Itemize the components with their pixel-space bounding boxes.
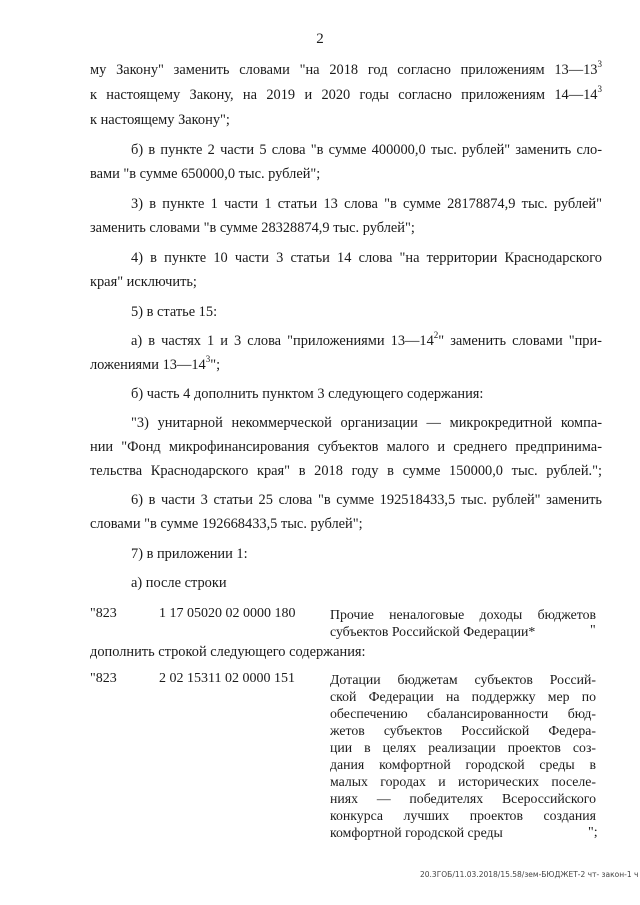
superscript: 3	[205, 354, 211, 365]
row-description-line: комфортной городской среды	[330, 825, 503, 840]
footer-note: 20.3ГОБ/11.03.2018/15.58/зем-БЮДЖЕТ-2 чт- закон-1 ч	[420, 870, 639, 879]
text-line: края" исключить;	[90, 274, 197, 290]
text-line: к настоящему Закону";	[90, 112, 230, 128]
row-description-line: Прочие неналоговые доходы бюджетов	[330, 607, 596, 622]
text-line: 3) в пункте 1 части 1 статьи 13 слова "в сумме 28178874,9 тыс. рублей"	[131, 196, 602, 212]
text-line: ложениями $13—14^3$";	[90, 354, 221, 373]
text-line: б) часть 4 дополнить пунктом 3 следующего содержания:	[131, 386, 484, 402]
text-line: б) в пункте 2 части 5 слова "в сумме 400000,0 тыс. рублей" заменить сло-	[131, 142, 602, 158]
text-line: 5) в статье 15:	[131, 304, 218, 320]
row-kbk: 2 02 15311 02 0000 151	[159, 671, 295, 686]
row-description-line: ниях — победителях Всероссийского	[330, 791, 596, 806]
row-description-line: дания комфортной городской среды в	[330, 757, 596, 772]
row-description-line: Дотации бюджетам субъектов Россий-	[330, 672, 596, 687]
row-description-line: конкурса лучших проектов создания	[330, 808, 596, 823]
text-line: заменить словами "в сумме 28328874,9 тыс. рублей";	[90, 220, 415, 236]
text-line: нии "Фонд микрофинансирования субъектов малого и среднего предпринима-	[90, 439, 602, 455]
row-description-line: обеспечению сбалансированности бюд-	[330, 706, 596, 721]
text-line: "3) унитарной некоммерческой организации — микрокредитной компа-	[131, 415, 602, 431]
superscript: 3	[597, 84, 602, 95]
text-line: а) в частях 1 и 3 слова "приложениями $13—14^2$" заменить словами "при-	[131, 330, 602, 349]
row-description-line: жетов субъектов Российской Федера-	[330, 723, 596, 738]
row-description-line: ции в целях реализации проектов соз-	[330, 740, 596, 755]
text-line: дополнить строкой следующего содержания:	[90, 644, 366, 660]
row-description-line: малых городах и исторических поселе-	[330, 774, 596, 789]
text-line: 6) в части 3 статьи 25 слова "в сумме 192518433,5 тыс. рублей" заменить	[131, 492, 602, 508]
row-kbk: 1 17 05020 02 0000 180	[159, 606, 296, 621]
row-end-quote: "	[590, 623, 596, 638]
row-code: "823	[90, 671, 117, 686]
text-line: тельства Краснодарского края" в 2018 году в сумме 150000,0 тыс. рублей.";	[90, 463, 602, 479]
row-description-line: ской Федерации на поддержку мер по	[330, 689, 596, 704]
text-line: словами "в сумме 192668433,5 тыс. рублей";	[90, 516, 363, 532]
row-end-quote: ";	[588, 825, 598, 840]
row-description-line: субъектов Российской Федерации*	[330, 624, 536, 639]
superscript: 3	[597, 59, 602, 70]
superscript: 2	[433, 330, 439, 341]
text-line: а) после строки	[131, 575, 227, 591]
text-line: 4) в пункте 10 части 3 статьи 14 слова "на территории Краснодарского	[131, 250, 602, 266]
text-line: вами "в сумме 650000,0 тыс. рублей";	[90, 166, 321, 182]
page-number: 2	[316, 31, 324, 47]
text-line: 7) в приложении 1:	[131, 546, 248, 562]
text-line: к настоящему Закону, на 2019 и 2020 годы согласно приложениям $14—14^3$	[90, 84, 602, 103]
row-code: "823	[90, 606, 117, 621]
text-line: му Закону" заменить словами "на 2018 год согласно приложениям $13—13^3$	[90, 59, 602, 78]
